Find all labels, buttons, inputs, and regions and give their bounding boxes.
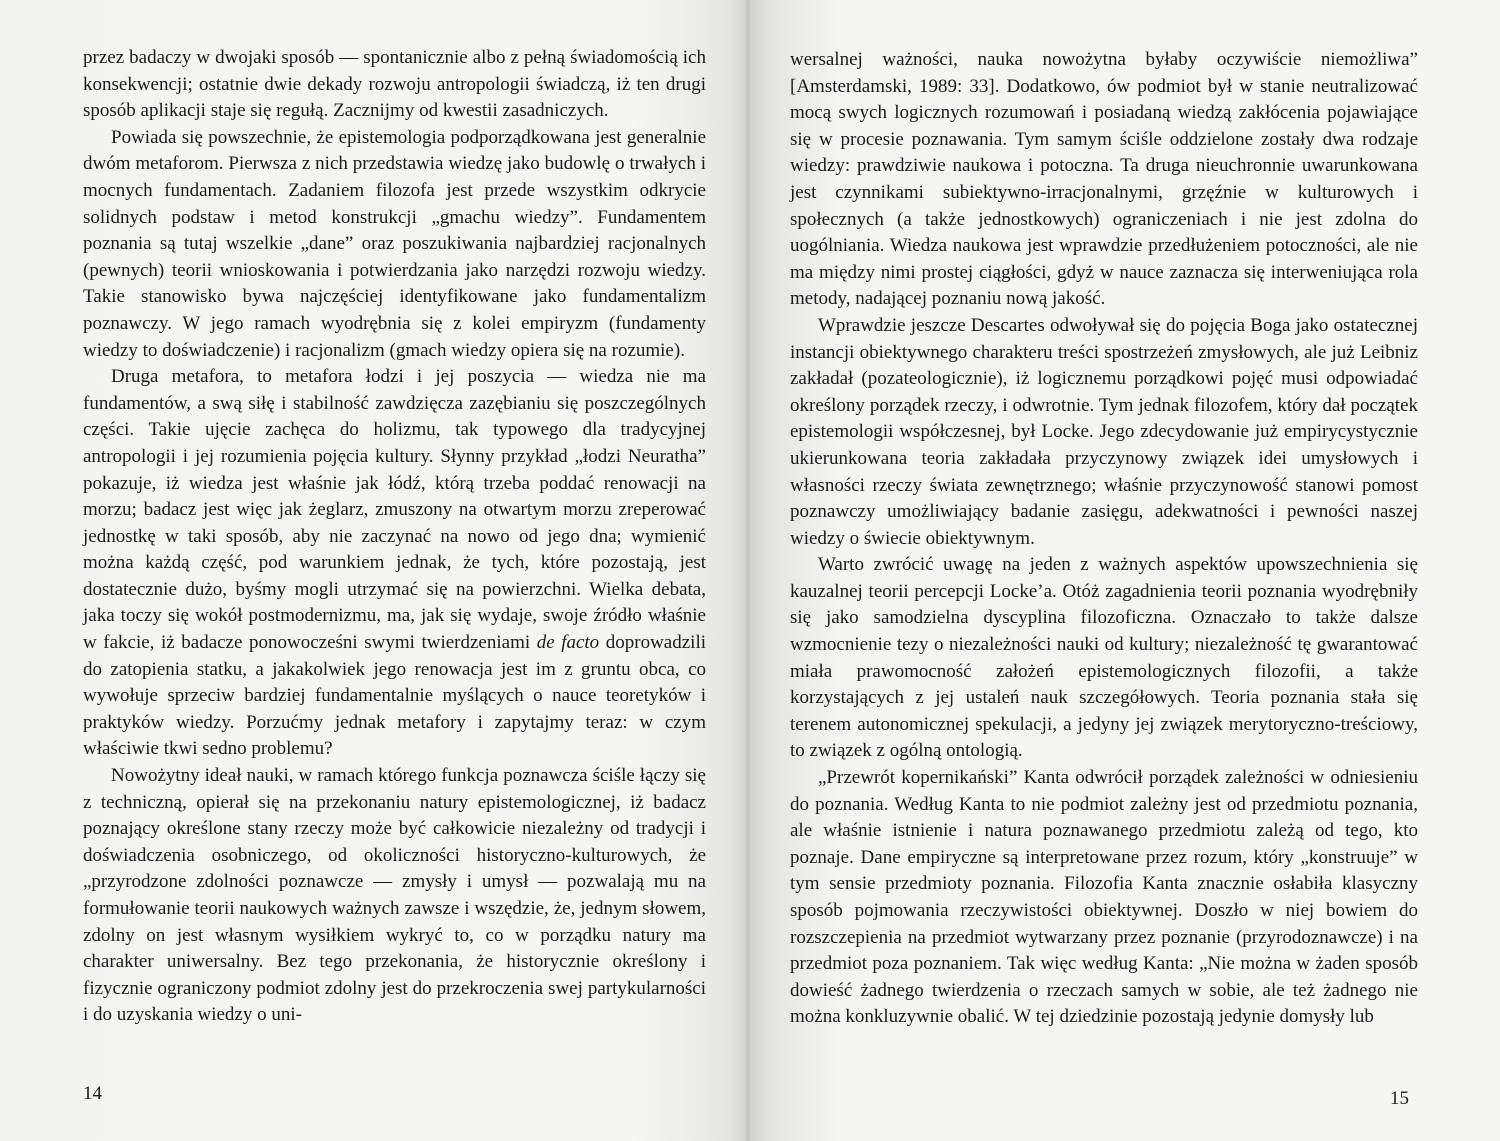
right-page (748, 0, 1500, 1141)
left-paragraph-3-part-2: doprowadzili do zatopienia statku, a jakakolwiek jego renowacja jest im z gruntu obca, co wywołuje sprzeciw bardziej fundamentalnie myślących o nauce teoretyków i praktyków wiedzy. Porzućmy jednak metafory i zapytajmy teraz: w czym właściwie tkwi sedno problemu? (83, 632, 707, 760)
left-page-body (83, 45, 706, 1029)
left-paragraph-2: Powiada się powszechnie, że epistemologia podporządkowana jest generalnie dwóm metaforom. Pierwsza z nich przedstawia wiedzę jako budowlę o trwałych i mocnych fundamentach. Zadaniem filozofa jest przede wszystkim odkrycie solidnych podstaw i metod konstrukcji „gmachu wiedzy”. Fundamentem poznania są tutaj wszelkie „dane” oraz poszukiwania najbardziej racjonalnych (pewnych) teorii wnioskowania i potwierdzania jako narzędzi rozwoju wiedzy. Takie stanowisko bywa najczęściej identyfikowane jako fundamentalizm poznawczy. W jego ramach wyodrębnia się z kolei empiryzm (fundamenty wiedzy to doświadczenie) i racjonalizm (gmach wiedzy opiera się na rozumie). (83, 126, 706, 361)
right-paragraph-4: „Przewrót kopernikański” Kanta odwrócił porządek zależności w odniesieniu do poznania. Według Kanta to nie podmiot zależny jest od przedmiotu poznania, ale właśnie istnienie i natura poznawanego przedmiotu zależą od tego, kto poznaje. Dane empiryczne są interpretowane przez rozum, który „konstruuje” w tym sensie przedmioty poznania. Filozofia Kanta znacznie osłabiła klasyczny sposób pojmowania rzeczywistości obiektywnej. Doszło w niej bowiem do rozszczepienia na przedmiot wytwarzany przez poznanie (przyrodoznawcze) i na przedmiot poza poznaniem. Tak więc według Kanta: „Nie można w żaden sposób dowieść żadnego twierdzenia o rzeczach samych w sobie, ale też żadnego nie można konkluzywnie obalić. W tej dziedzinie pozostają jedynie domysły lub (790, 767, 1418, 1028)
book-gutter (744, 0, 752, 1141)
right-page-body (790, 47, 1418, 1031)
left-paragraph-3-part-1: Druga metafora, to metafora łodzi i jej poszycia — wiedza nie ma fundamentów, a swą siłę i stabilność zawdzięcza zazębianiu się poszczególnych części. Takie ujęcie zachęca do holizmu, tak typowego dla tradycyjnej antropologii i jej rozumienia pojęcia kultury. Słynny przykład „łodzi Neuratha” pokazuje, iż wiedza jest właśnie jak łódź, którą trzeba poddać renowacji na morzu; badacz jest więc jak żeglarz, zmuszony na otwartym morzu zreperować jednostkę w taki sposób, aby nie zaczynać na nowo od jego dna; wymienić można każdą część, pod warunkiem jednak, że tych, które pozostają, jest dostatecznie dużo, byśmy mogli utrzymać się na powierzchni. Wielka debata, jaka toczy się wokół postmodernizmu, ma, jak się wydaje, swoje źródło właśnie w fakcie, iż badacze ponowocześni swymi twierdzeniami (83, 366, 706, 654)
right-paragraph-1: wersalnej ważności, nauka nowożytna byłaby oczywiście niemożliwa” [Amsterdamski, 1989: 33]. Dodatkowo, ów podmiot był w stanie neutralizować mocą swych logicznych rozumowań i posiadaną wiedzą zakłócenia pojawiające się w procesie poznawania. Tym samym ściśle oddzielone zostały dwa rodzaje wiedzy: prawdziwie naukowa i potoczna. Ta druga nieuchronnie uwarunkowana jest czynnikami subiektywno-irracjonalnymi, grzęźnie w kulturowych i społecznych (a także jednostkowych) ograniczeniach i nie jest zdolna do uogólniania. Wiedza naukowa jest wprawdzie przedłużeniem potoczności, ale nie ma między nimi prostej ciągłości, gdyż w nauce zaznacza się interweniująca rola metody, nadającej poznaniu nową jakość. (790, 49, 1418, 310)
right-paragraph-3: Warto zwrócić uwagę na jeden z ważnych aspektów upowszechnienia się kauzalnej teorii percepcji Locke’a. Otóż zagadnienia teorii poznania wyodrębniły się jako samodzielna dyscyplina filozoficzna. Oznaczało to także dalsze wzmocnienie tezy o niezależności nauki od kultury; niezależność tę gwarantować miała prawomocność założeń epistemologicznych filozofii, a także korzystających z jej ustaleń nauk szczegółowych. Teoria poznania stała się terenem autonomicznej spekulacji, a jedyny jej związek merytoryczno-treściowy, to związek z ogólną ontologią. (790, 554, 1418, 762)
left-paragraph-1: przez badaczy w dwojaki sposób — spontanicznie albo z pełną świadomością ich konsekwencji; ostatnie dwie dekady rozwoju antropologii świadczą, iż ten drugi sposób aplikacji staje się regułą. Zacznijmy od kwestii zasadniczych. (83, 47, 706, 122)
left-paragraph-3 (83, 364, 706, 763)
right-paragraph-2: Wprawdzie jeszcze Descartes odwoływał się do pojęcia Boga jako ostatecznej instancji obiektywnego charakteru treści spostrzeżeń zmysłowych, ale już Leibniz zakładał (pozateologicznie), iż logicznemu porządkowi pojęć musi odpowiadać określony porządek rzeczy, i odwrotnie. Tym jednak filozofem, który dał początek epistemologii współczesnej, był Locke. Jego zdecydowanie już empirycystycznie ukierunkowana teoria zakładała przyczynowy związek idei umysłowych i własności rzeczy świata zewnętrznego; właśnie przyczynowość stanowi pomost poznawczy umożliwiający badanie zasięgu, adekwatności i pewności naszej wiedzy o świecie obiektywnym. (790, 314, 1418, 549)
left-page (0, 0, 748, 1141)
left-paragraph-4: Nowożytny ideał nauki, w ramach którego funkcja poznawcza ściśle łączy się z techniczną, opierał się na przekonaniu natury epistemologicznej, iż badacz poznający określone stany rzeczy może być całkowicie niezależny od tradycji i doświadczenia osobniczego, od okoliczności historyczno-kulturowych, że „przyrodzone zdolności poznawcze — zmysły i umysł — pozwalają mu na formułowanie teorii naukowych ważnych zawsze i wszędzie, że, jednym słowem, zdolny on jest własnym wysiłkiem wykryć to, co w porządku natury ma charakter uniwersalny. Bez tego przekonania, że historycznie określony i fizycznie ograniczony podmiot zdolny jest do przekroczenia swej partykularności i do uzyskania wiedzy o uni- (83, 765, 706, 1026)
italic-phrase: de facto (536, 632, 600, 654)
right-page-number: 15 (1390, 1088, 1409, 1109)
left-page-number: 14 (83, 1083, 102, 1104)
